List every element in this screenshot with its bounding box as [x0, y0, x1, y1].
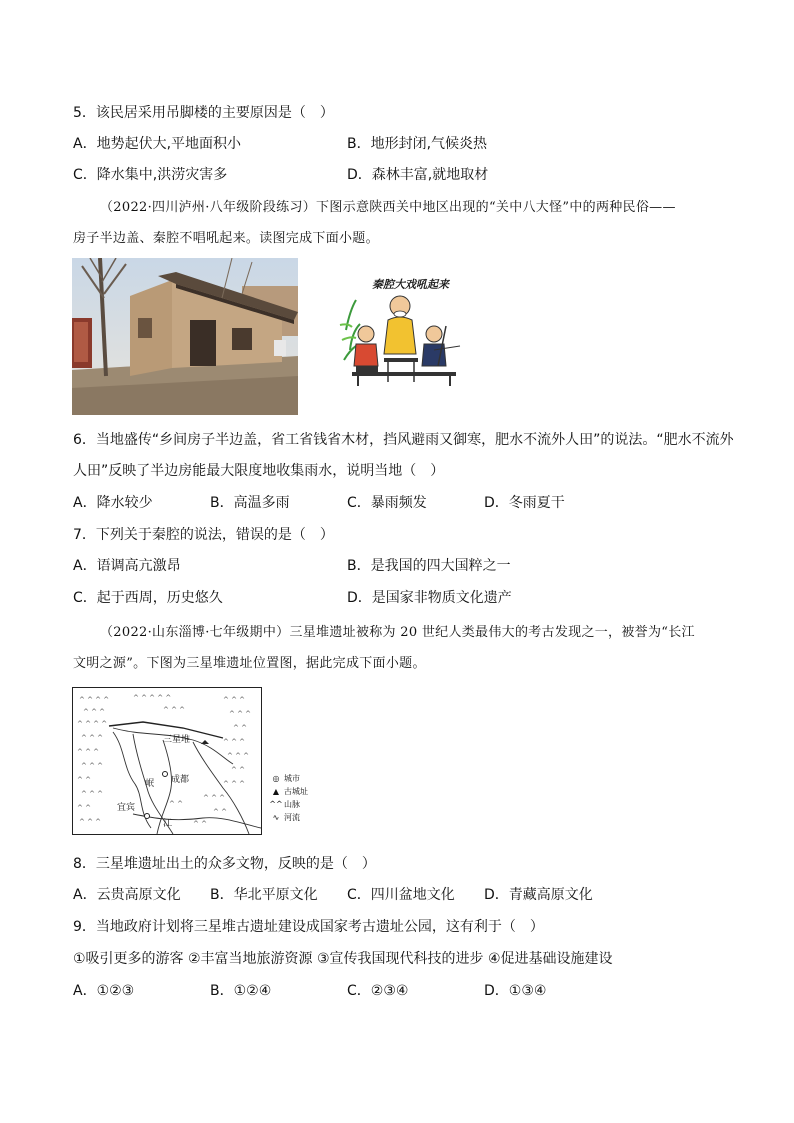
- q6-stem-line1: 6．当地盛传“乡间房子半边盖，省工省钱省木材，挡风避雨又御寒，肥水不流外人田”的说法。“肥水不流外: [73, 432, 734, 448]
- q7-option-a: A．语调高亢激昂: [73, 558, 181, 574]
- intro2-line1: （2022·山东淄博·七年级期中）三星堆遗址被称为 20 世纪人类最伟大的考古发现之一，被誉为“长江: [100, 625, 695, 640]
- q9-option-a: A．①②③: [73, 983, 135, 999]
- svg-text:^ ^ ^: ^ ^ ^: [223, 738, 246, 746]
- q6-stem-line2: 人田”反映了半边房能最大限度地收集雨水，说明当地（ ）: [73, 463, 445, 479]
- mountain-symbols: [77, 694, 251, 828]
- ancient-site-marker: [201, 740, 209, 744]
- q6-option-b: B．高温多雨: [210, 495, 290, 511]
- sanxingdui-location-map: [72, 687, 262, 835]
- svg-text:^ ^ ^: ^ ^ ^: [229, 710, 252, 718]
- q5-option-a: A．地势起伏大,平地面积小: [73, 136, 242, 152]
- svg-text:^ ^ ^ ^: ^ ^ ^ ^: [79, 696, 110, 704]
- intro1-line2: 房子半边盖、秦腔不唱吼起来。读图完成下面小题。: [73, 231, 379, 246]
- q5-option-c: C．降水集中,洪涝灾害多: [73, 167, 228, 183]
- svg-text:^ ^ ^: ^ ^ ^: [81, 734, 104, 742]
- q7-option-d: D．是国家非物质文化遗产: [347, 590, 512, 606]
- q9-statements: ①吸引更多的游客 ②丰富当地旅游资源 ③宣传我国现代科技的进步 ④促进基础设施建设: [73, 951, 613, 967]
- q7-option-c: C．起于西周，历史悠久: [73, 590, 223, 606]
- q5-stem: 5．该民居采用吊脚楼的主要原因是（ ）: [73, 105, 334, 121]
- q6-option-c: C．暴雨频发: [347, 495, 427, 511]
- svg-text:^ ^ ^: ^ ^ ^: [79, 818, 102, 826]
- map-label-sanxingdui: 三星堆: [163, 735, 191, 745]
- svg-text:^ ^: ^ ^: [169, 800, 183, 808]
- city-marker-chengdu: [163, 772, 168, 777]
- svg-text:^ ^: ^ ^: [213, 808, 227, 816]
- svg-text:^ ^ ^ ^: ^ ^ ^ ^: [77, 720, 108, 728]
- q5-option-b: B．地形封闭,气候炎热: [347, 136, 488, 152]
- svg-text:^ ^: ^ ^: [231, 766, 245, 774]
- svg-text:^ ^ ^: ^ ^ ^: [77, 748, 100, 756]
- svg-text:^ ^ ^: ^ ^ ^: [81, 790, 104, 798]
- river-icon: ∿: [272, 813, 280, 822]
- q9-option-c: C．②③④: [347, 983, 409, 999]
- mountain-icon: ^^: [269, 800, 283, 809]
- svg-text:^ ^: ^ ^: [233, 724, 247, 732]
- q6-option-a: A．降水较少: [73, 495, 153, 511]
- intro1-line1: （2022·四川泸州·八年级阶段练习）下图示意陕西关中地区出现的“关中八大怪”中的两种民俗——: [100, 200, 676, 215]
- svg-text:^ ^ ^ ^ ^: ^ ^ ^ ^ ^: [133, 694, 172, 702]
- q7-stem: 7．下列关于秦腔的说法，错误的是（ ）: [73, 527, 334, 543]
- q7-option-b: B．是我国的四大国粹之一: [347, 558, 511, 574]
- map-label-jiang: 江: [163, 819, 173, 829]
- svg-text:^ ^: ^ ^: [77, 776, 91, 784]
- svg-text:^ ^: ^ ^: [77, 804, 91, 812]
- q8-option-c: C．四川盆地文化: [347, 887, 455, 903]
- q6-option-d: D．冬雨夏干: [484, 495, 565, 511]
- svg-text:^ ^ ^: ^ ^ ^: [223, 696, 246, 704]
- half-roof-house-photo: [72, 258, 298, 415]
- map-label-chengdu: 成都: [171, 775, 190, 785]
- svg-text:^ ^ ^: ^ ^ ^: [163, 706, 186, 714]
- q8-stem: 8．三星堆遗址出土的众多文物，反映的是（ ）: [73, 856, 376, 872]
- city-marker-yibin: [145, 814, 150, 819]
- intro2-line2: 文明之源”。下图为三星堆遗址位置图，据此完成下面小题。: [73, 656, 426, 671]
- svg-text:^ ^: ^ ^: [193, 820, 207, 828]
- svg-text:^ ^ ^: ^ ^ ^: [227, 752, 250, 760]
- q9-stem: 9．当地政府计划将三星堆古遗址建设成国家考古遗址公园，这有利于（ ）: [73, 919, 544, 935]
- qinqiang-cartoon: [338, 270, 478, 390]
- map-label-yibin: 宜宾: [117, 803, 136, 813]
- q5-option-d: D．森林丰富,就地取材: [347, 167, 489, 183]
- svg-text:^ ^ ^: ^ ^ ^: [83, 708, 106, 716]
- cartoon-caption: 秦腔大戏吼起来: [372, 278, 449, 291]
- q9-option-b: B．①②④: [210, 983, 272, 999]
- q9-option-d: D．①③④: [484, 983, 547, 999]
- svg-text:^ ^ ^: ^ ^ ^: [223, 780, 246, 788]
- svg-text:^ ^ ^: ^ ^ ^: [203, 794, 226, 802]
- q8-option-a: A．云贵高原文化: [73, 887, 181, 903]
- city-icon: ◎: [272, 774, 280, 783]
- ancient-site-icon: ▲: [272, 787, 280, 796]
- svg-text:^ ^ ^: ^ ^ ^: [81, 762, 104, 770]
- q8-option-d: D．青藏高原文化: [484, 887, 593, 903]
- map-label-min: 岷: [145, 779, 155, 789]
- map-legend: ◎ 城市 ▲ 古城址 ^^山脉 ∿ 河流: [269, 774, 308, 822]
- q8-option-b: B．华北平原文化: [210, 887, 318, 903]
